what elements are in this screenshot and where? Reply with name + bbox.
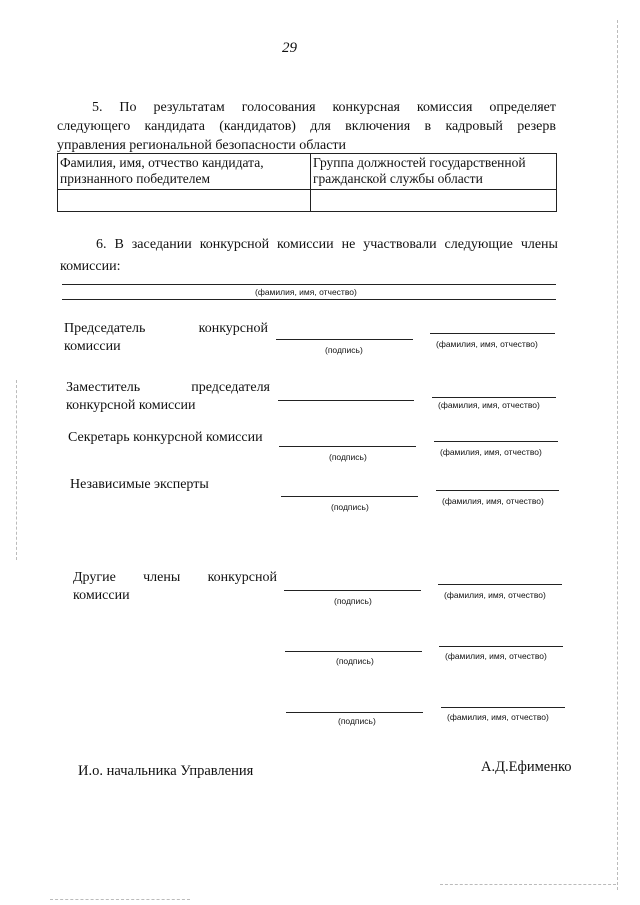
- word: 5.: [92, 100, 103, 115]
- experts-name-caption: (фамилия, имя, отчество): [442, 496, 544, 506]
- word: Другие: [73, 570, 116, 585]
- word: определяет: [489, 100, 556, 115]
- word: включения: [345, 119, 411, 134]
- word: участвовали: [363, 237, 437, 252]
- word: В: [114, 237, 124, 252]
- others-signature-caption-2: (подпись): [336, 656, 374, 666]
- word: не: [341, 237, 356, 252]
- section5-line2: [57, 118, 556, 135]
- word: голосования: [241, 100, 316, 115]
- others-name-caption-1: (фамилия, имя, отчество): [444, 590, 546, 600]
- chairman-name-line: [430, 333, 555, 334]
- word: кадровый: [445, 119, 503, 134]
- word: члены: [143, 570, 181, 585]
- section6-line1: [96, 236, 558, 253]
- experts-label: Независимые эксперты: [70, 477, 209, 492]
- absent-member-line: [62, 284, 556, 285]
- others-signature-line-2: [285, 651, 422, 652]
- word: комиссия: [416, 100, 473, 115]
- experts-signature-caption: (подпись): [331, 502, 369, 512]
- word: председателя: [191, 380, 270, 395]
- table-cell-position-group: [311, 190, 557, 212]
- table-header-candidate: Фамилия, имя, отчество кандидата, признанного победителем: [58, 154, 311, 190]
- section6-line2: комиссии:: [60, 259, 121, 274]
- deputy-name-line: [432, 397, 556, 398]
- table-header-position-group: Группа должностей государственной гражданской службы области: [311, 154, 557, 190]
- word: 6.: [96, 237, 107, 252]
- deputy-name-caption: (фамилия, имя, отчество): [438, 400, 540, 410]
- chairman-signature-caption: (подпись): [325, 345, 363, 355]
- word: комиссии: [277, 237, 334, 252]
- chairman-label-line2: комиссии: [64, 339, 121, 354]
- table-cell-candidate: [58, 190, 311, 212]
- others-label-line1: [73, 569, 277, 586]
- scan-edge-left: [16, 380, 17, 560]
- secretary-signature-caption: (подпись): [329, 452, 367, 462]
- others-name-line-2: [439, 646, 563, 647]
- word: в: [424, 119, 432, 134]
- word: конкурсной: [198, 321, 268, 336]
- word: следующие: [444, 237, 513, 252]
- scan-edge-right: [617, 20, 618, 890]
- absent-member-line-2: [62, 299, 556, 300]
- section5-line3: управления региональной безопасности области: [57, 138, 347, 153]
- word: заседании: [131, 237, 192, 252]
- others-name-line-3: [441, 707, 565, 708]
- absent-member-caption: (фамилия, имя, отчество): [255, 287, 357, 297]
- word: конкурсной: [207, 570, 277, 585]
- others-signature-caption-3: (подпись): [338, 716, 376, 726]
- word: для: [310, 119, 331, 134]
- word: кандидата: [144, 119, 205, 134]
- page-number: 29: [282, 40, 297, 56]
- word: Заместитель: [66, 380, 141, 395]
- others-name-caption-2: (фамилия, имя, отчество): [445, 651, 547, 661]
- others-signature-caption-1: (подпись): [334, 596, 372, 606]
- secretary-name-caption: (фамилия, имя, отчество): [440, 447, 542, 457]
- others-name-caption-3: (фамилия, имя, отчество): [447, 712, 549, 722]
- footer-name: А.Д.Ефименко: [481, 759, 572, 775]
- secretary-name-line: [434, 441, 558, 442]
- deputy-signature-line: [278, 400, 414, 401]
- scan-edge-bottom: [440, 884, 616, 885]
- word: следующего: [57, 119, 131, 134]
- others-signature-line-3: [286, 712, 423, 713]
- scan-edge-bottom-left: [50, 899, 190, 900]
- word: По: [119, 100, 137, 115]
- word: конкурсная: [332, 100, 400, 115]
- chairman-name-caption: (фамилия, имя, отчество): [436, 339, 538, 349]
- others-name-line-1: [438, 584, 562, 585]
- others-label-line2: комиссии: [73, 588, 130, 603]
- experts-signature-line: [281, 496, 418, 497]
- word: Председатель: [64, 321, 146, 336]
- word: результатам: [153, 100, 225, 115]
- deputy-label-line2: конкурсной комиссии: [66, 398, 196, 413]
- word: резерв: [517, 119, 556, 134]
- deputy-label-line1: [66, 379, 270, 396]
- secretary-label: Секретарь конкурсной комиссии: [68, 430, 263, 445]
- word: члены: [520, 237, 558, 252]
- word: конкурсной: [199, 237, 270, 252]
- candidate-table: [57, 153, 557, 212]
- footer-position: И.о. начальника Управления: [78, 763, 254, 779]
- section5-line1: [92, 99, 556, 116]
- secretary-signature-line: [279, 446, 416, 447]
- word: (кандидатов): [219, 119, 296, 134]
- experts-name-line: [436, 490, 559, 491]
- others-signature-line-1: [284, 590, 421, 591]
- chairman-label-line1: [64, 320, 268, 337]
- chairman-signature-line: [276, 339, 413, 340]
